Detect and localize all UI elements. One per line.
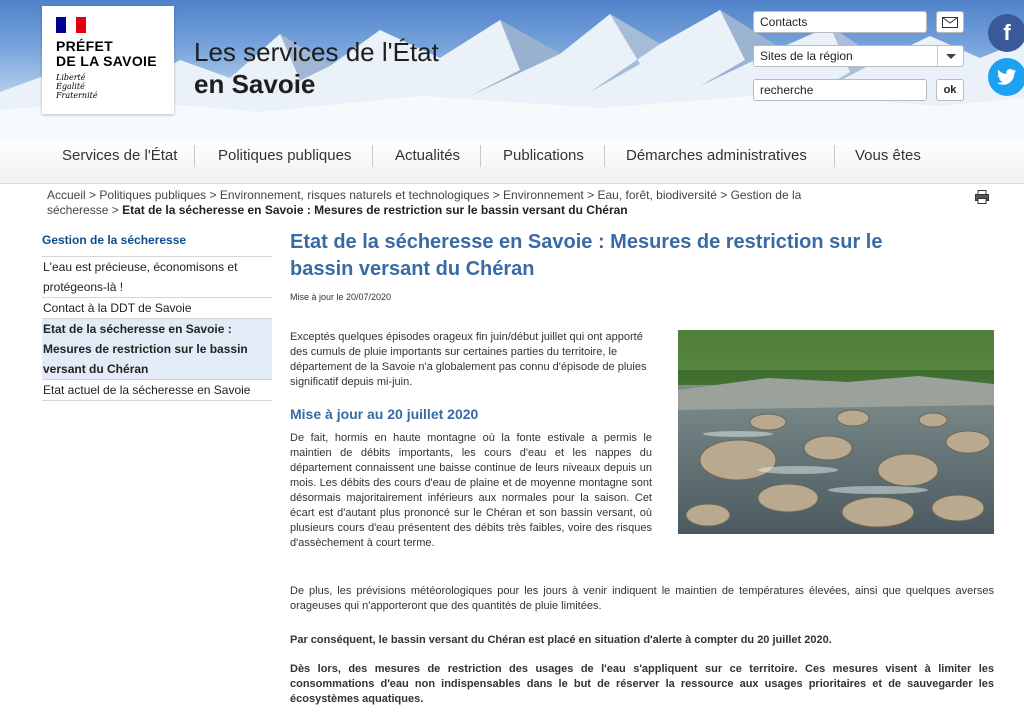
- nav-item-vous-etes[interactable]: Vous êtes: [855, 147, 921, 164]
- facebook-icon[interactable]: f: [988, 14, 1024, 52]
- breadcrumb-link-environnement-risques[interactable]: Environnement, risques naturels et technologiques: [219, 188, 490, 202]
- search-input[interactable]: recherche: [753, 79, 927, 101]
- intro-paragraph: Exceptés quelques épisodes orageux fin juin/début juillet qui ont apporté des cumuls de pluie importants sur certaines parties du territoire, le département de la Savoie n'a globalement pas connu d'épisode de pluies significatif depuis mi-juin.: [290, 331, 647, 388]
- breadcrumb-link-gestion-secheresse[interactable]: Gestion de la sécheresse: [47, 188, 802, 217]
- breadcrumb-link-accueil[interactable]: Accueil: [47, 188, 86, 202]
- nav-item-actualites[interactable]: Actualités: [395, 147, 461, 164]
- paragraph-mesures: Dès lors, des mesures de restriction des usages de l'eau s'appliquent sur ce territoire. Ces mesures visent à limiter les consommations d'eau non indispensables dans le but de réserver la ressource aux usages prioritaires et de sauvegarder les écosystèmes aquatiques.: [290, 663, 994, 705]
- breadcrumb: [47, 188, 817, 218]
- page-title: Etat de la sécheresse en Savoie : Mesures de restriction sur le bassin versant du Chéran: [290, 231, 883, 280]
- breadcrumb-separator: >: [720, 188, 728, 202]
- breadcrumb-link-eau-foret[interactable]: Eau, forêt, biodiversité: [597, 188, 717, 202]
- article: [290, 229, 994, 705]
- nav-separator: [834, 145, 835, 167]
- nav-item-politiques-publiques[interactable]: Politiques publiques: [218, 147, 352, 164]
- french-flag-icon: [56, 17, 86, 33]
- paragraph-previsions: De plus, les prévisions météorologiques pour les jours à venir indiquent le maintien de températures élevées, ainsi que quelques averses orageuses qui n'apporteront que des quantités de pluie limitées.: [290, 585, 994, 612]
- nav-separator: [372, 145, 373, 167]
- print-icon[interactable]: [975, 190, 989, 204]
- header-banner: [0, 0, 1024, 140]
- envelope-icon: [942, 17, 958, 28]
- breadcrumb-separator: >: [587, 188, 595, 202]
- update-subheading: Mise à jour au 20 juillet 2020: [290, 406, 479, 422]
- mail-button[interactable]: [936, 11, 964, 33]
- nav-item-demarches[interactable]: Démarches administratives: [626, 147, 807, 164]
- chevron-down-icon: [937, 46, 963, 66]
- nav-item-publications[interactable]: Publications: [503, 147, 584, 164]
- logo-name: PRÉFET DE LA SAVOIE: [56, 38, 157, 69]
- search-button[interactable]: ok: [936, 79, 964, 101]
- river-photo: [678, 330, 994, 534]
- breadcrumb-current: Etat de la sécheresse en Savoie : Mesures de restriction sur le bassin versant du Chéran: [122, 203, 628, 217]
- sidebar-item-restriction-cheran[interactable]: Etat de la sécheresse en Savoie : Mesures de restriction sur le bassin versant du Chéran: [42, 318, 272, 379]
- breadcrumb-link-politiques[interactable]: Politiques publiques: [99, 188, 207, 202]
- sidebar-title[interactable]: Gestion de la sécheresse: [42, 233, 187, 247]
- paragraph-debits: De fait, hormis en haute montagne où la fonte estivale a permis le maintien de débits importants, les cours d'eau et les nappes du département connaissent une baisse continue de leurs niveaux depuis un mois. Les débits des cours d'eau de plaine et de moyenne montagne sont désormais majoritairement inférieurs aux normales pour la saison. Cet écart est d'autant plus prononcé sur le Chéran et son bassin versant, où plusieurs cours d'eau présentent des débits très faibles, voire des risques d'assèchement à court terme.: [290, 432, 652, 549]
- logo-motto: Liberté Égalité Fraternité: [56, 73, 98, 100]
- nav-item-services-etat[interactable]: Services de l'État: [62, 147, 178, 164]
- site-title[interactable]: Les services de l'État en Savoie: [194, 37, 439, 99]
- breadcrumb-separator: >: [89, 188, 97, 202]
- sidebar-item-contact-ddt[interactable]: Contact à la DDT de Savoie: [42, 297, 272, 318]
- sidebar-menu: [42, 256, 272, 401]
- main-nav: [0, 140, 1024, 184]
- breadcrumb-separator: >: [111, 203, 119, 217]
- breadcrumb-separator: >: [492, 188, 500, 202]
- nav-separator: [480, 145, 481, 167]
- update-date: Mise à jour le 20/07/2020: [290, 292, 392, 302]
- nav-separator: [194, 145, 195, 167]
- sites-region-select[interactable]: Sites de la région: [753, 45, 964, 67]
- sidebar-item-eau-precieuse[interactable]: L'eau est précieuse, économisons et protégeons-là !: [42, 256, 272, 297]
- breadcrumb-link-environnement[interactable]: Environnement: [503, 188, 584, 202]
- prefet-logo[interactable]: [42, 6, 174, 114]
- paragraph-alerte: Par conséquent, le bassin versant du Chéran est placé en situation d'alerte à compter du 20 juillet 2020.: [290, 634, 832, 646]
- contacts-link[interactable]: Contacts: [753, 11, 927, 33]
- sidebar-item-etat-actuel[interactable]: Etat actuel de la sécheresse en Savoie: [42, 379, 272, 401]
- breadcrumb-separator: >: [209, 188, 217, 202]
- nav-separator: [604, 145, 605, 167]
- twitter-icon[interactable]: [988, 58, 1024, 96]
